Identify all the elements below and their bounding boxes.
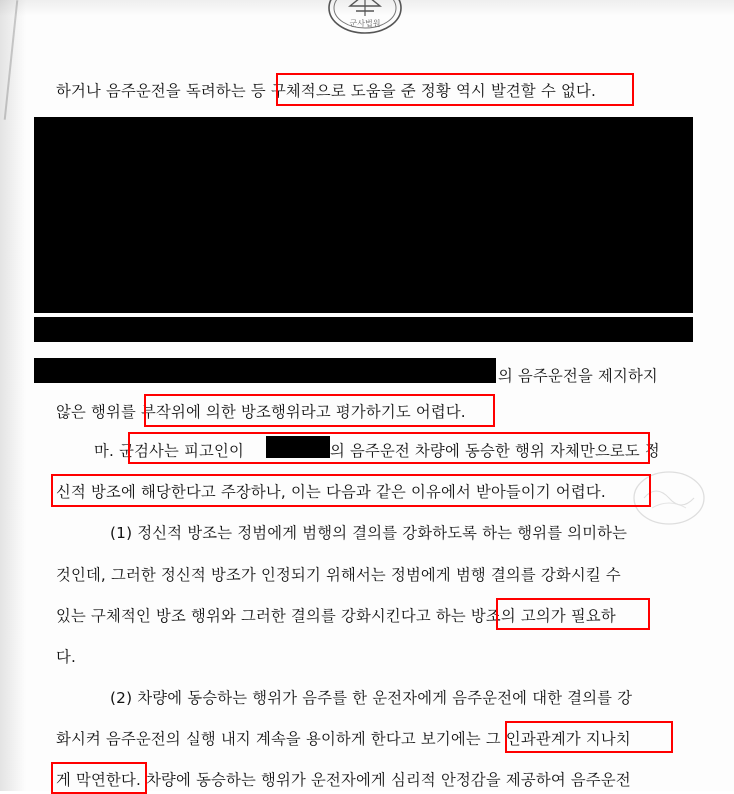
redaction-block-name-bar [34, 358, 496, 383]
body-line-10: 다. [56, 648, 77, 666]
body-line-9: 있는 구체적인 방조 행위와 그러한 결의를 강화시킨다고 하는 방조의 고의가 필요하 [56, 607, 616, 625]
ghost-stamp-icon [630, 468, 708, 528]
body-line-12: 화시켜 음주운전의 실행 내지 계속을 용이하게 한다고 보기에는 그 인과관계가 지나치 [56, 730, 631, 748]
court-seal-icon [326, 0, 404, 44]
body-line-1: 하거나 음주운전을 독려하는 등 구체적으로 도움을 준 정황 역시 발견할 수 없다. [56, 82, 597, 100]
body-line-2: 의 음주운전을 제지하지 [498, 367, 658, 385]
body-line-6: 신적 방조에 해당한다고 주장하나, 이는 다음과 같은 이유에서 받아들이기 어렵다. [56, 483, 606, 501]
body-line-7: (1) 정신적 방조는 정범에게 범행의 결의를 강화하도록 하는 행위를 의미하는 [110, 524, 628, 542]
body-line-11: (2) 차량에 동승하는 행위가 음주를 한 운전자에게 음주운전에 대한 결의를 강 [110, 689, 633, 707]
scan-edge-shadow-top [0, 0, 734, 16]
scan-edge-shadow-left [0, 0, 26, 791]
body-line-13: 게 막연한다. 차량에 동승하는 행위가 운전자에게 심리적 안정감을 제공하여 음주운전 [56, 771, 631, 789]
svg-text:군사법원: 군사법원 [349, 19, 381, 28]
redaction-block-thin-bar [34, 317, 693, 342]
scan-streak-artifact [4, 0, 19, 120]
redaction-inline-name [266, 436, 330, 458]
body-line-5: 의 음주운전 차량에 동승한 행위 자체만으로도 정 [330, 442, 660, 460]
redaction-block-large [34, 117, 693, 313]
body-line-8: 것인데, 그러한 정신적 방조가 인정되기 위해서는 정범에게 범행 결의를 강화시킬 수 [56, 566, 621, 584]
body-line-3: 않은 행위를 부작위에 의한 방조행위라고 평가하기도 어렵다. [56, 403, 466, 421]
body-line-4: 마. 군검사는 피고인이 [94, 442, 244, 460]
